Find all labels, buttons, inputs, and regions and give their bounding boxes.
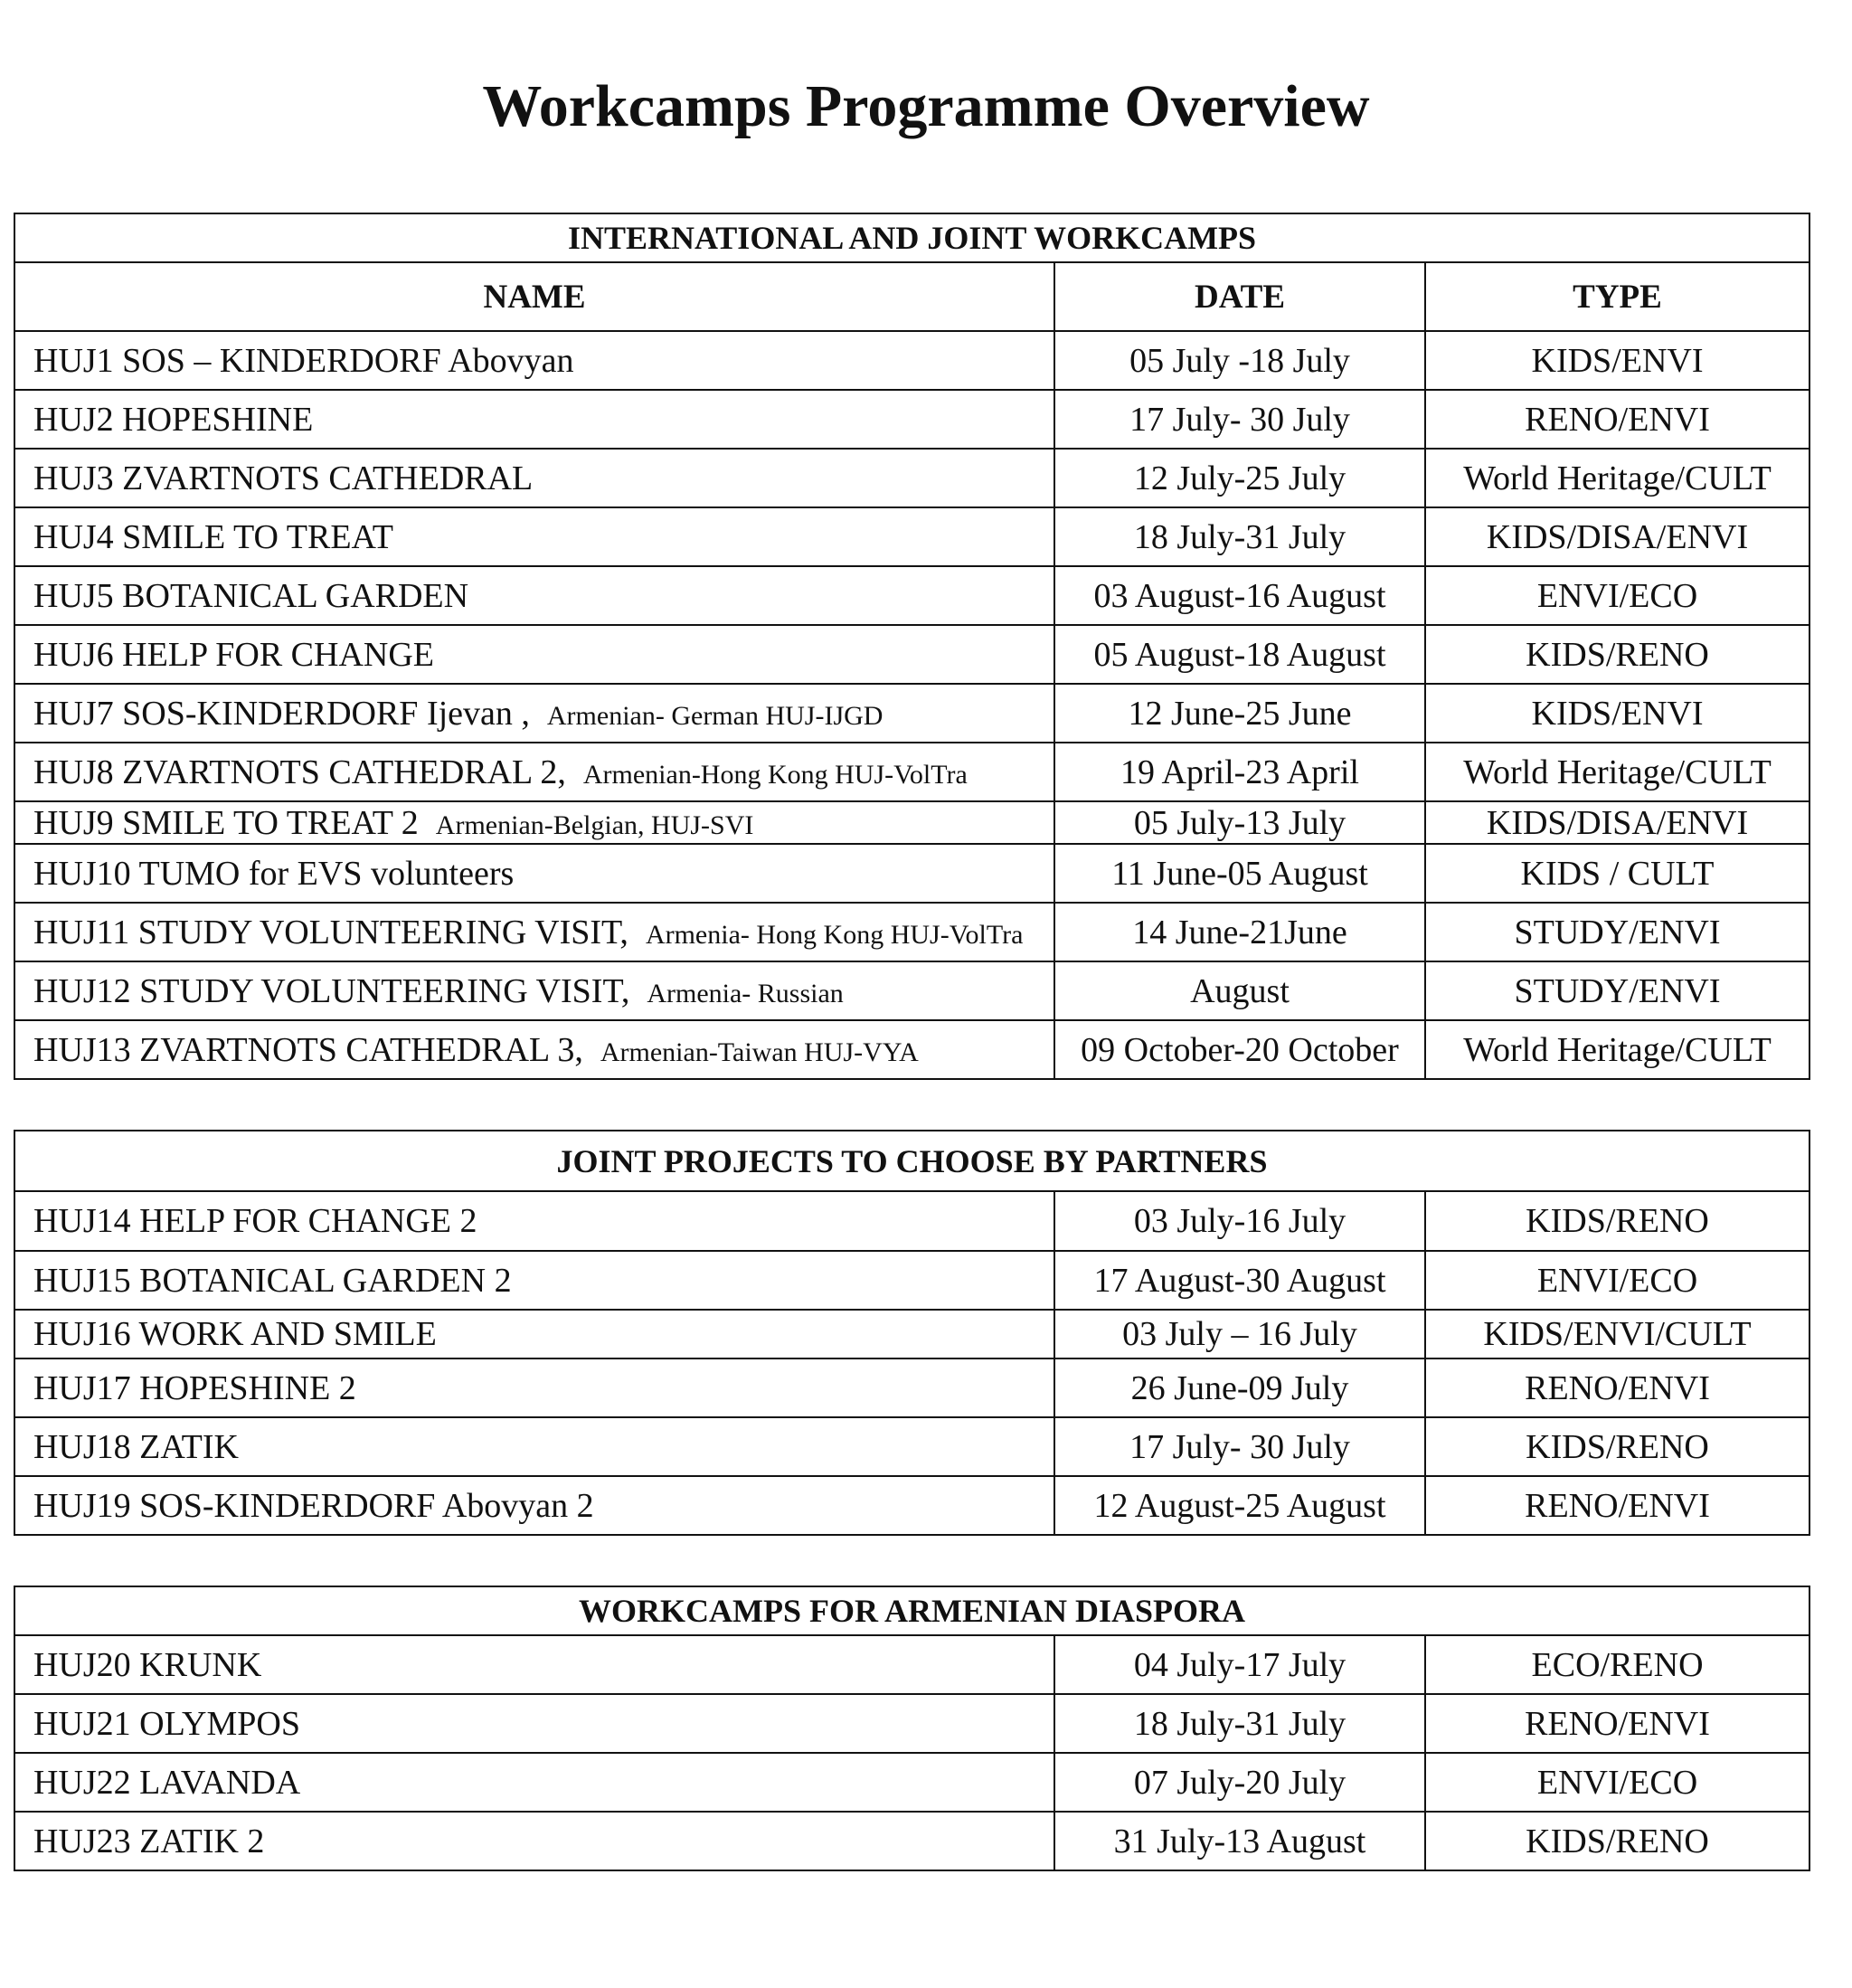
table-body [14,331,1809,1079]
workcamp-date: 17 July- 30 July [1054,1417,1425,1476]
workcamp-name-cell [14,625,1054,684]
workcamp-name: HUJ14 HELP FOR CHANGE 2 [33,1202,477,1240]
section-title: JOINT PROJECTS TO CHOOSE BY PARTNERS [14,1131,1809,1191]
workcamp-name: HUJ11 STUDY VOLUNTEERING VISIT, [33,913,628,951]
workcamp-name: HUJ19 SOS-KINDERDORF Abovyan 2 [33,1486,594,1525]
partner-note: Armenian-Taiwan HUJ-VYA [600,1037,919,1067]
column-header-name: NAME [14,262,1054,331]
workcamp-type: KIDS/ENVI [1425,684,1809,743]
section-title: WORKCAMPS FOR ARMENIAN DIASPORA [14,1586,1809,1635]
workcamp-name-cell [14,1812,1054,1870]
workcamp-type: STUDY/ENVI [1425,903,1809,961]
workcamp-type: KIDS/RENO [1425,1191,1809,1251]
workcamp-name: HUJ2 HOPESHINE [33,400,314,439]
workcamp-date: 12 July-25 July [1054,449,1425,507]
workcamp-name-cell [14,1635,1054,1694]
table-row [14,1476,1809,1535]
partner-note: Armenia- Russian [647,978,844,1008]
table-row [14,1753,1809,1812]
table-row [14,507,1809,566]
workcamp-name-cell [14,507,1054,566]
table-row [14,1358,1809,1417]
workcamp-date: 14 June-21June [1054,903,1425,961]
table-row [14,1812,1809,1870]
table-body [14,1635,1809,1870]
workcamp-type: RENO/ENVI [1425,390,1809,449]
workcamp-name: HUJ20 KRUNK [33,1645,262,1684]
table-row [14,625,1809,684]
workcamp-date: 05 August-18 August [1054,625,1425,684]
workcamp-type: KIDS/DISA/ENVI [1425,507,1809,566]
workcamp-type: KIDS/RENO [1425,1417,1809,1476]
workcamp-date: 19 April-23 April [1054,743,1425,801]
table-body [14,1191,1809,1535]
column-header-date: DATE [1054,262,1425,331]
workcamp-type: STUDY/ENVI [1425,961,1809,1020]
workcamp-type: World Heritage/CULT [1425,449,1809,507]
table-row [14,390,1809,449]
workcamp-date: 03 July-16 July [1054,1191,1425,1251]
workcamp-name-cell [14,566,1054,625]
workcamp-date: 04 July-17 July [1054,1635,1425,1694]
workcamp-type: ENVI/ECO [1425,566,1809,625]
workcamp-name: HUJ15 BOTANICAL GARDEN 2 [33,1261,512,1300]
workcamp-date: 03 August-16 August [1054,566,1425,625]
workcamp-name-cell [14,1417,1054,1476]
table-row [14,1310,1809,1358]
page-title: Workcamps Programme Overview [482,73,1370,139]
workcamp-name: HUJ6 HELP FOR CHANGE [33,635,435,674]
workcamp-date: 09 October-20 October [1054,1020,1425,1079]
table-row [14,844,1809,903]
workcamp-name-cell [14,1753,1054,1812]
workcamp-name: HUJ16 WORK AND SMILE [33,1315,437,1353]
workcamp-date: 17 July- 30 July [1054,390,1425,449]
table-row [14,1191,1809,1251]
table-row [14,1635,1809,1694]
workcamp-date: 12 August-25 August [1054,1476,1425,1535]
workcamp-type: KIDS/ENVI/CULT [1425,1310,1809,1358]
workcamp-name-cell [14,684,1054,743]
workcamp-name: HUJ10 TUMO for EVS volunteers [33,854,515,893]
joint-projects-table [14,1130,1810,1536]
table-row [14,331,1809,390]
international-joint-workcamps-table [14,213,1810,1080]
table-row [14,566,1809,625]
workcamp-type: KIDS / CULT [1425,844,1809,903]
workcamp-type: RENO/ENVI [1425,1358,1809,1417]
partner-note: Armenian- German HUJ-IJGD [546,700,883,731]
workcamp-name: HUJ4 SMILE TO TREAT [33,517,393,556]
workcamp-type: World Heritage/CULT [1425,1020,1809,1079]
workcamp-name-cell [14,449,1054,507]
workcamp-name: HUJ13 ZVARTNOTS CATHEDRAL 3, [33,1030,583,1069]
workcamp-name-cell [14,1310,1054,1358]
table-row [14,1251,1809,1310]
workcamp-date: 11 June-05 August [1054,844,1425,903]
workcamp-type: ENVI/ECO [1425,1753,1809,1812]
workcamp-date: 03 July – 16 July [1054,1310,1425,1358]
workcamp-name: HUJ3 ZVARTNOTS CATHEDRAL [33,459,534,497]
armenian-diaspora-workcamps-table [14,1586,1810,1871]
table-row [14,801,1809,844]
table-row [14,1417,1809,1476]
table-row [14,903,1809,961]
workcamp-name-cell [14,961,1054,1020]
workcamp-date: 26 June-09 July [1054,1358,1425,1417]
workcamp-name: HUJ8 ZVARTNOTS CATHEDRAL 2, [33,753,566,791]
workcamp-name: HUJ17 HOPESHINE 2 [33,1368,356,1407]
workcamp-name-cell [14,390,1054,449]
workcamp-name-cell [14,801,1054,844]
workcamp-date: 07 July-20 July [1054,1753,1425,1812]
workcamp-name-cell [14,1694,1054,1753]
workcamp-type: RENO/ENVI [1425,1694,1809,1753]
workcamp-type: KIDS/DISA/ENVI [1425,801,1809,844]
column-header-type: TYPE [1425,262,1809,331]
workcamp-type: KIDS/RENO [1425,1812,1809,1870]
workcamp-date: 18 July-31 July [1054,1694,1425,1753]
workcamp-name-cell [14,844,1054,903]
workcamp-name: HUJ1 SOS – KINDERDORF Abovyan [33,341,574,380]
workcamp-name-cell [14,1020,1054,1079]
workcamp-name: HUJ21 OLYMPOS [33,1704,300,1743]
workcamp-name-cell [14,743,1054,801]
table-row [14,449,1809,507]
workcamp-type: ENVI/ECO [1425,1251,1809,1310]
workcamp-date: 17 August-30 August [1054,1251,1425,1310]
table-row [14,1694,1809,1753]
workcamp-name: HUJ18 ZATIK [33,1427,239,1466]
workcamp-type: RENO/ENVI [1425,1476,1809,1535]
workcamp-date: 18 July-31 July [1054,507,1425,566]
workcamp-name-cell [14,331,1054,390]
section-title: INTERNATIONAL AND JOINT WORKCAMPS [14,213,1809,262]
partner-note: Armenian-Hong Kong HUJ-VolTra [582,759,968,790]
workcamp-name: HUJ12 STUDY VOLUNTEERING VISIT, [33,971,630,1010]
workcamp-date: 05 July-13 July [1054,801,1425,844]
workcamp-name-cell [14,1358,1054,1417]
table-row [14,684,1809,743]
workcamp-type: KIDS/RENO [1425,625,1809,684]
table-row [14,961,1809,1020]
table-row [14,743,1809,801]
table-row [14,1020,1809,1079]
workcamp-name-cell [14,1251,1054,1310]
workcamp-name: HUJ22 LAVANDA [33,1763,301,1802]
partner-note: Armenian-Belgian, HUJ-SVI [435,809,754,840]
workcamp-date: 12 June-25 June [1054,684,1425,743]
workcamp-name: HUJ7 SOS-KINDERDORF Ijevan , [33,694,530,733]
workcamp-name-cell [14,1191,1054,1251]
workcamp-type: World Heritage/CULT [1425,743,1809,801]
workcamp-type: ECO/RENO [1425,1635,1809,1694]
workcamp-name-cell [14,1476,1054,1535]
workcamp-name: HUJ9 SMILE TO TREAT 2 [33,803,419,842]
workcamp-name-cell [14,903,1054,961]
workcamp-type: KIDS/ENVI [1425,331,1809,390]
workcamp-date: 05 July -18 July [1054,331,1425,390]
workcamp-name: HUJ5 BOTANICAL GARDEN [33,576,469,615]
workcamp-date: 31 July-13 August [1054,1812,1425,1870]
workcamp-date: August [1054,961,1425,1020]
workcamp-name: HUJ23 ZATIK 2 [33,1822,265,1860]
partner-note: Armenia- Hong Kong HUJ-VolTra [645,919,1024,950]
